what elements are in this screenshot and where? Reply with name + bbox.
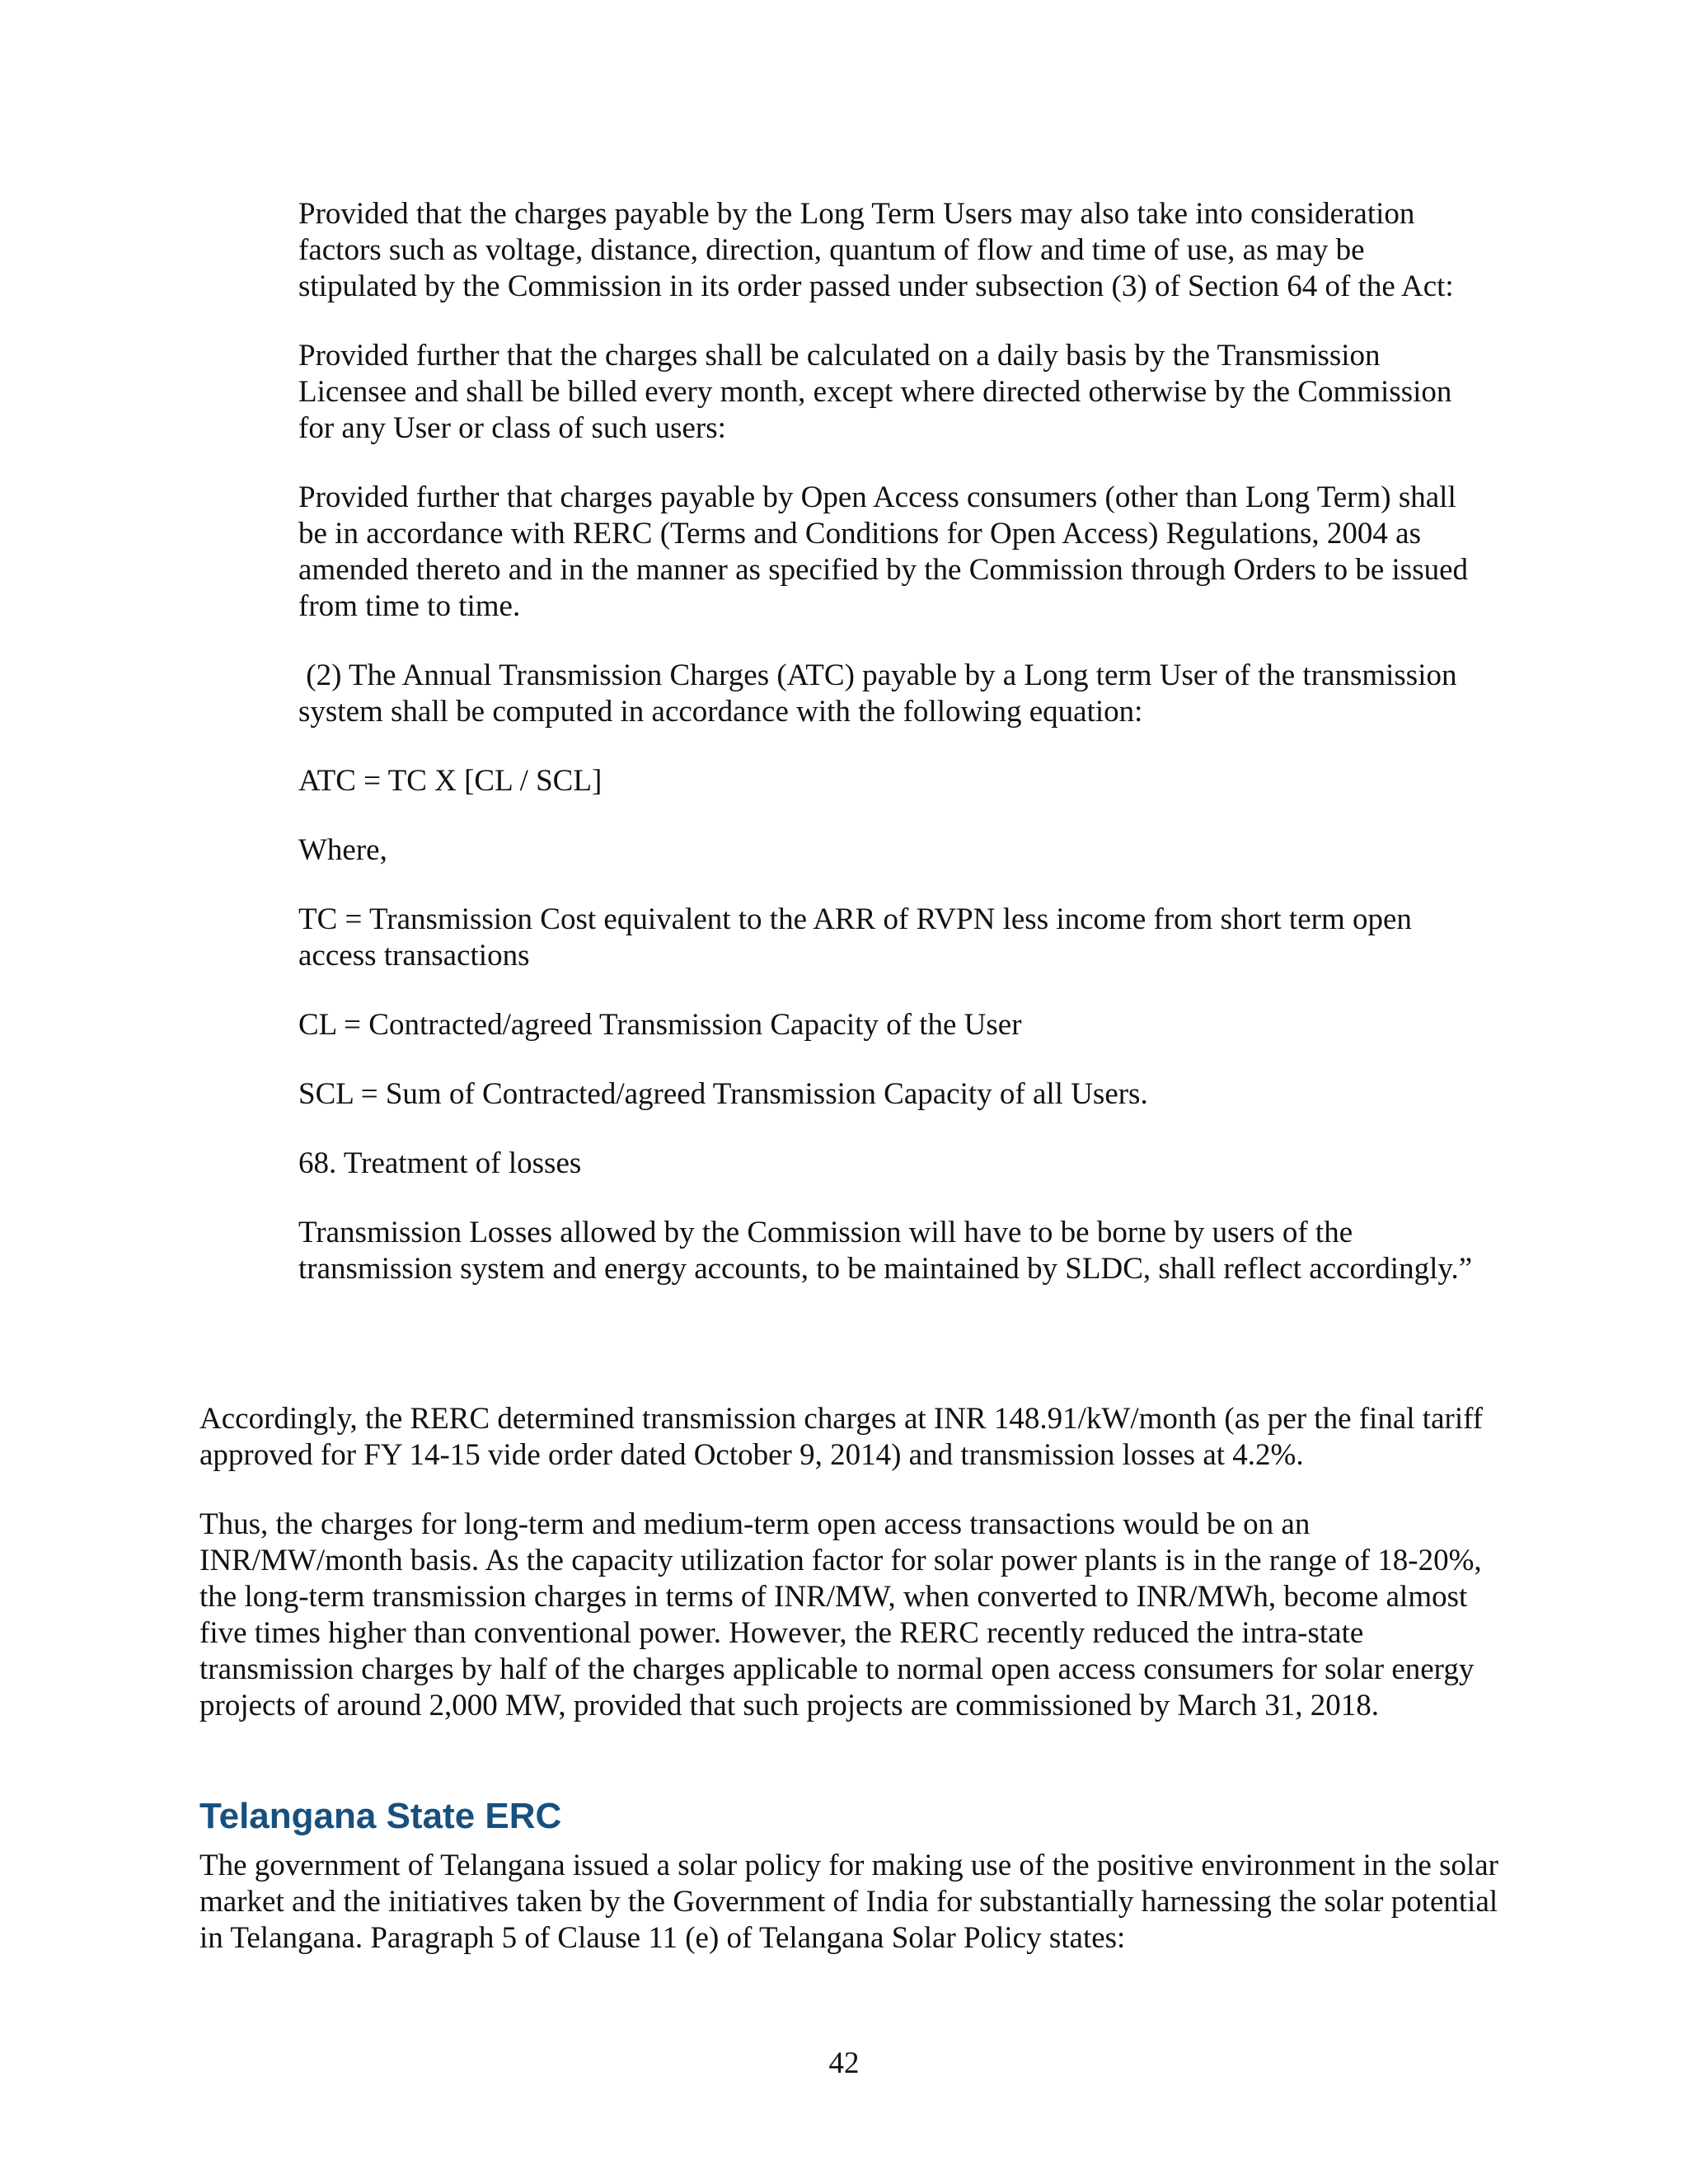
quote-paragraph-atc: (2) The Annual Transmission Charges (ATC) payable by a Long term User of the transmission system shall be computed in accordance with the following equation: [298, 658, 1465, 729]
quote-paragraph-daily-billing: Provided further that the charges shall be calculated on a daily basis by the Transmission Licensee and shall be billed every month, except where directed otherwise by the Commission for any User or class of such users: [298, 339, 1452, 445]
section-paragraph-telangana: The government of Telangana issued a solar policy for making use of the positive environment in the solar market and the initiatives taken by the Government of India for substantially harnessing the solar potential in Telangana. Paragraph 5 of Clause 11 (e) of Telangana Solar Policy states: [199, 1849, 1499, 1955]
tc-definition: TC = Transmission Cost equivalent to the ARR of RVPN less income from short term open access transactions [298, 902, 1412, 972]
where-label: Where, [298, 833, 387, 867]
quoted-regulation-block [298, 196, 1485, 1320]
body-text-block [199, 1401, 1502, 1757]
atc-equation: ATC = TC X [CL / SCL] [298, 764, 603, 798]
body-paragraph-open-access-analysis: Thus, the charges for long-term and medium-term open access transactions would be on an INR/MW/month basis. As the capacity utilization factor for solar power plants is in the range of 18-20%, the long-term transmission charges in terms of INR/MW, when converted to INR/MWh, become almost five times higher than conventional power. However, the RERC recently reduced the intra-state transmission charges by half of the charges applicable to normal open access consumers for solar energy projects of around 2,000 MW, provided that such projects are commissioned by March 31, 2018. [199, 1507, 1482, 1722]
quote-paragraph-losses: Transmission Losses allowed by the Commission will have to be borne by users of the transmission system and energy accounts, to be maintained by SLDC, shall reflect accordingly.” [298, 1216, 1473, 1286]
section-heading: Telangana State ERC [199, 1796, 562, 1836]
scl-definition: SCL = Sum of Contracted/agreed Transmission Capacity of all Users. [298, 1077, 1148, 1111]
quote-paragraph-long-term-users: Provided that the charges payable by the Long Term Users may also take into consideration factors such as voltage, distance, direction, quantum of flow and time of use, as may be stipulated by the Commission in its order passed under subsection (3) of Section 64 of the Act: [298, 197, 1454, 303]
section-68-title: 68. Treatment of losses [298, 1146, 582, 1180]
quote-paragraph-open-access: Provided further that charges payable by Open Access consumers (other than Long Term) shall be in accordance with RERC (Terms and Conditions for Open Access) Regulations, 2004 as amended thereto and in the manner as specified by the Commission through Orders to be issued from time to time. [298, 480, 1469, 623]
body-paragraph-rerc-charges: Accordingly, the RERC determined transmission charges at INR 148.91/kW/month (as per the final tariff approved for FY 14-15 vide order dated October 9, 2014) and transmission losses at 4.2%. [199, 1402, 1484, 1472]
cl-definition: CL = Contracted/agreed Transmission Capacity of the User [298, 1008, 1022, 1042]
page-number: 42 [828, 2046, 860, 2080]
